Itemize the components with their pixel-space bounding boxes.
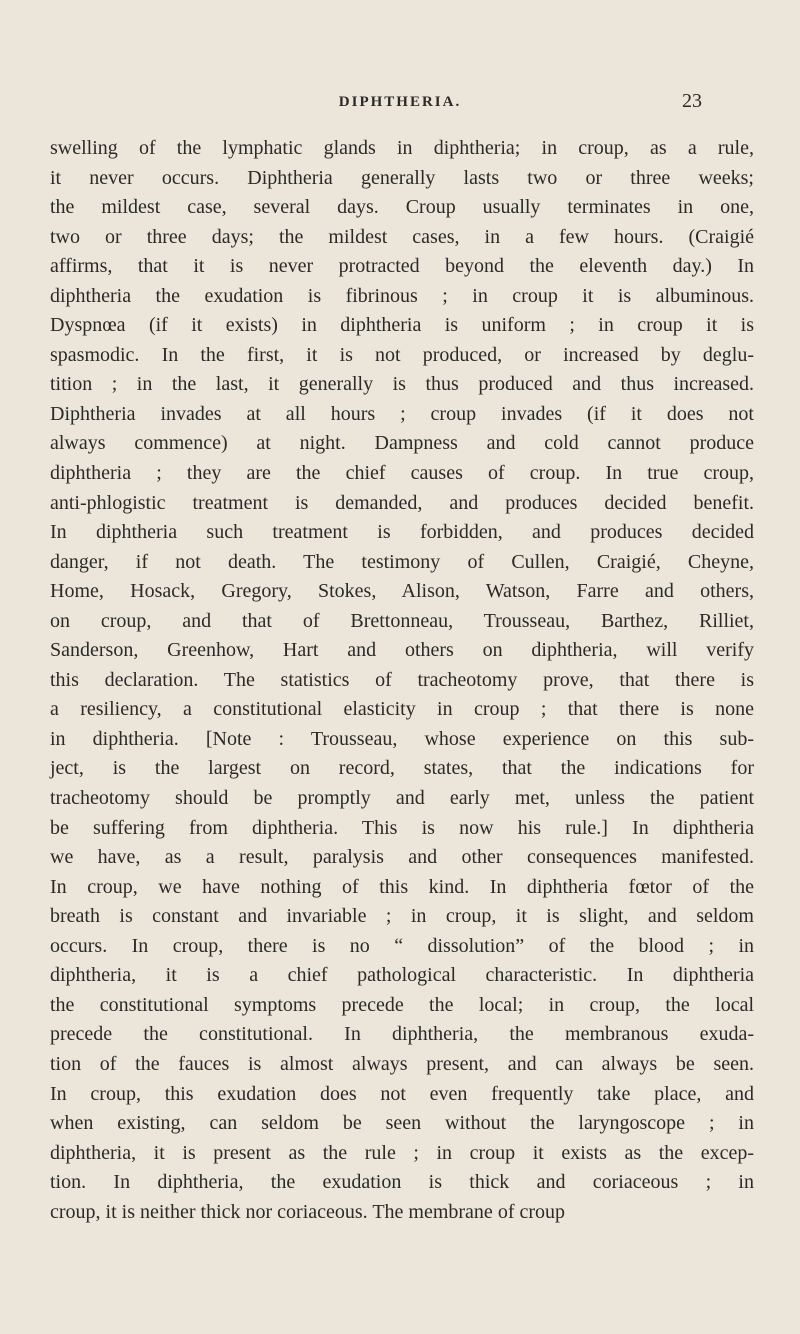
text-line: Home, Hosack, Gregory, Stokes, Alison, Watson, Farre and others,	[50, 580, 754, 603]
page-number: 23	[682, 90, 702, 112]
text-line: be suffering from diphtheria. This is now his rule.] In diphtheria	[50, 816, 754, 839]
text-line: affirms, that it is never protracted beyond the eleventh day.) In	[50, 255, 754, 278]
text-line: on croup, and that of Brettonneau, Trousseau, Barthez, Rilliet,	[50, 609, 754, 632]
text-line: In croup, we have nothing of this kind. In diphtheria fœtor of the	[50, 875, 754, 898]
text-line: when existing, can seldom be seen without the laryngoscope ; in	[50, 1112, 754, 1135]
text-line: tition ; in the last, it generally is thus produced and thus increased.	[50, 373, 754, 396]
text-line: this declaration. The statistics of tracheotomy prove, that there is	[50, 668, 754, 691]
text-line: ject, is the largest on record, states, that the indications for	[50, 757, 754, 780]
text-line: the constitutional symptoms precede the local; in croup, the local	[50, 993, 754, 1016]
text-line: diphtheria, it is a chief pathological characteristic. In diphtheria	[50, 964, 754, 987]
text-line: it never occurs. Diphtheria generally lasts two or three weeks;	[50, 166, 754, 189]
text-line: always commence) at night. Dampness and cold cannot produce	[50, 432, 754, 455]
text-line: precede the constitutional. In diphtheria, the membranous exuda-	[50, 1023, 754, 1046]
text-line: swelling of the lymphatic glands in diphtheria; in croup, as a rule,	[50, 137, 754, 159]
text-line: Dyspnœa (if it exists) in diphtheria is uniform ; in croup it is	[50, 314, 754, 337]
text-line: diphtheria the exudation is fibrinous ; in croup it is albuminous.	[50, 284, 754, 307]
text-line: two or three days; the mildest cases, in a few hours. (Craigié	[50, 225, 754, 248]
text-line: In diphtheria such treatment is forbidden, and produces decided	[50, 521, 754, 544]
text-line: danger, if not death. The testimony of Cullen, Craigié, Cheyne,	[50, 550, 754, 573]
text-line: diphtheria, it is present as the rule ; in croup it exists as the excep-	[50, 1141, 754, 1164]
text-line: anti-phlogistic treatment is demanded, and produces decided benefit.	[50, 491, 754, 514]
text-line: we have, as a result, paralysis and other consequences manifested.	[50, 846, 754, 869]
text-line: tracheotomy should be promptly and early met, unless the patient	[50, 787, 754, 810]
text-line: In croup, this exudation does not even frequently take place, and	[50, 1082, 754, 1105]
text-line: diphtheria ; they are the chief causes of croup. In true croup,	[50, 462, 754, 485]
text-line: occurs. In croup, there is no “ dissolution” of the blood ; in	[50, 934, 754, 957]
text-line: a resiliency, a constitutional elasticity in croup ; that there is none	[50, 698, 754, 721]
text-line: Diphtheria invades at all hours ; croup invades (if it does not	[50, 402, 754, 425]
body-text	[50, 134, 754, 1227]
text-line: tion of the fauces is almost always present, and can always be seen.	[50, 1052, 754, 1075]
text-line: breath is constant and invariable ; in croup, it is slight, and seldom	[50, 905, 754, 928]
text-line: croup, it is neither thick nor coriaceous. The membrane of croup	[50, 1200, 566, 1223]
text-line: tion. In diphtheria, the exudation is thick and coriaceous ; in	[50, 1171, 754, 1194]
text-line: Sanderson, Greenhow, Hart and others on diphtheria, will verify	[50, 639, 754, 662]
text-line: in diphtheria. [Note : Trousseau, whose experience on this sub-	[50, 727, 754, 750]
running-title: DIPHTHERIA.	[338, 94, 462, 110]
text-line: the mildest case, several days. Croup usually terminates in one,	[50, 196, 754, 219]
text-line: spasmodic. In the first, it is not produced, or increased by deglu-	[50, 343, 754, 366]
running-head	[0, 92, 800, 116]
